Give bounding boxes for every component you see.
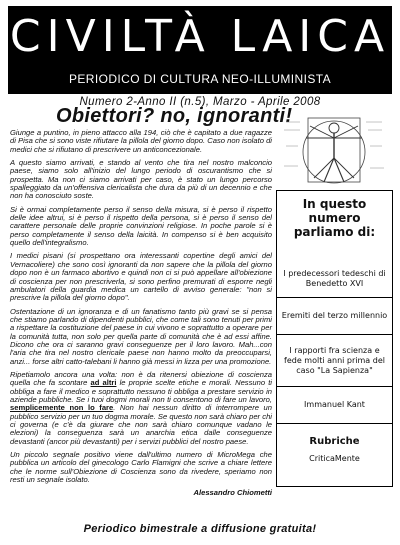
vitruvian-man-icon <box>280 116 388 184</box>
contents-item: I predecessori tedeschi di Benedetto XVI <box>283 269 386 288</box>
rubric-item: CriticaMente <box>309 454 360 463</box>
rubrics-heading: Rubriche <box>309 436 360 447</box>
article-author: Alessandro Chiometti <box>193 488 272 498</box>
article-paragraph: I medici pisani (si prospettano ora interessanti copertine degli amici del Vernacoliere) che sono così ignoranti da non sapere che la pillola del giorno dopo non è un farmaco abortivo e quindi non ci si può appellare all'obiezione di coscienza per non prescriverla, si sono perfino premurati di esporre negli ambulatori della guardia medica un cartello di avviso generale: "non si prescrive la pillola del giorno dopo". <box>10 251 272 303</box>
paragraph-text: le proprie scelte etiche e morali. Nessuno ti obbliga a fare il medico e soprattutto nessuno ti obbliga a prestare servizio in aziende pubbliche. Se i tuoi dogmi morali non ti consentono di fare un lavoro, <box>10 378 272 404</box>
article-body <box>10 129 272 498</box>
contents-box <box>276 190 393 487</box>
contents-heading: In questo numero parliamo di: <box>293 197 376 239</box>
emphasis-text: ad altri <box>90 378 117 388</box>
article-paragraph: A questo siamo arrivati, e stando al vento che tira nel nostro malconcio paese, siamo solo all'inizio del lungo periodo di oscurantismo che si prospetta. Ma non ci siamo arrivati per caso, è stato un lungo percorso spalleggiato da un'offensiva clericalista che dura da più di un decennio e che non ha conosciuto soste. <box>10 158 272 201</box>
paragraph-text: . Non hai nessun diritto di interrompere un pubblico servizio per un tuo dogma morale. Se questo non sarà chiaro per chi ci governa (e c'è da giurare che non sarà chiaro comunque vadano le elezioni) la conseguenza sarà un anarchia etica dalle conseguenze devastanti (ancor più devastanti) per i servizi pubblici del nostro paese. <box>10 403 272 446</box>
article-paragraph: Giunge a puntino, in pieno attacco alla 194, ciò che è capitato a due ragazze di Pisa che si sono viste rifiutare la pillola del giorno dopo. Caso non isolato di medici che si rifiutano di prescrivere un anticoncezionale. <box>10 128 272 154</box>
headline: Obiettori? no, ignoranti! <box>56 105 293 127</box>
contents-item: Immanuel Kant <box>304 400 365 409</box>
emphasis-text: semplicemente non lo fare <box>10 403 114 413</box>
article-paragraph: Si è ormai completamente perso il senso della misura, si è perso il rispetto delle idee altrui, si è perso il rispetto della persona, si è perso il senso del carattere personale delle proprie convinzioni religiose. In poche parole si è perso completamente il senso della laicità. In compenso si è ben acquisito quello dell'integralismo. <box>10 204 272 248</box>
magazine-title: CIVILTÀ LAICA <box>9 11 391 62</box>
article-paragraph <box>10 371 272 446</box>
magazine-subtitle: PERIODICO DI CULTURA NEO-ILLUMINISTA <box>69 72 331 86</box>
article-paragraph: Un piccolo segnale positivo viene dall'ultimo numero di MicroMega che pubblica un articolo del ginecologo Carlo Flamigni che scrive a chiare lettere che le norme sull'Obiezione di Coscienza sono da rivedere, speriamo non resti un segnale isolato. <box>10 450 272 485</box>
contents-item: Eremiti del terzo millennio <box>281 311 388 320</box>
masthead <box>8 6 392 94</box>
paragraph-text: Ripetiamolo ancora una volta: non è da ritenersi obiezione di coscienza quella che fa scontare <box>10 369 272 388</box>
article-paragraph: Ostentazione di un ignoranza e di un fanatismo tanto più gravi se si pensa che stiamo parlando di dipendenti pubblici, che come tali sono tenuti per primi a rispettare la costituzione del paese in cui vivono e soprattutto a operare per la comunità tutta, non solo per quella parte di comunità che è ad essi affine. Dicono che ora ci saranno gravi conseguenze per il loro lavoro. Mah...con l'aria che tira nel nostro clericale paese non hanno molto da preoccuparsi, anzi... forse altri catto-talebani li hanno già messi in lizza per una promozione. <box>10 306 272 366</box>
footer-note: Periodico bimestrale a diffusione gratuita! <box>83 523 317 535</box>
issue-line: Numero 2-Anno II (n.5), Marzo - Aprile 2008 <box>79 96 321 108</box>
contents-item: I rapporti fra scienza e fede molti anni prima del caso "La Sapienza" <box>284 346 385 375</box>
